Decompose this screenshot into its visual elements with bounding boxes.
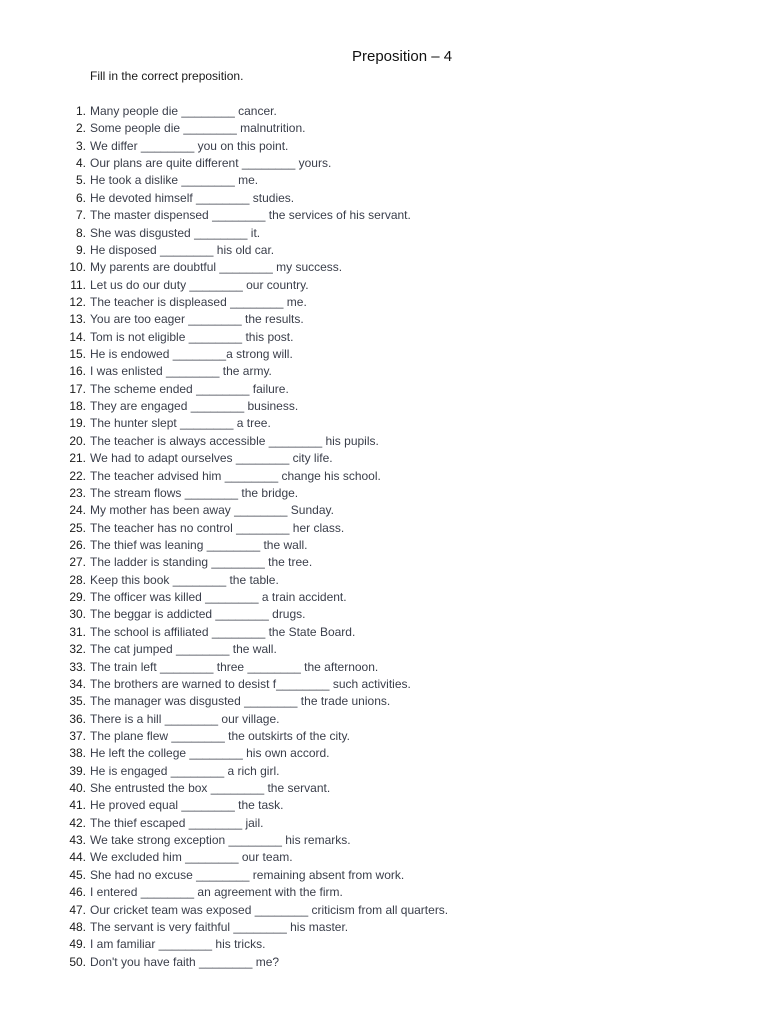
question-item <box>0 849 768 866</box>
question-number: 19. <box>69 416 86 431</box>
question-item <box>0 641 768 658</box>
question-item <box>0 780 768 797</box>
question-number: 46. <box>69 885 86 900</box>
question-sentence: The master dispensed ________ the services of his servant. <box>90 208 411 223</box>
question-item <box>0 468 768 485</box>
question-number: 24. <box>69 503 86 518</box>
question-number: 36. <box>69 711 86 726</box>
question-number: 37. <box>69 728 86 743</box>
question-item <box>0 954 768 971</box>
question-number: 16. <box>69 364 86 379</box>
question-number: 8. <box>75 225 86 240</box>
question-number: 48. <box>69 919 86 934</box>
question-item <box>0 693 768 710</box>
question-item <box>0 120 768 137</box>
question-item <box>0 103 768 120</box>
question-sentence: He proved equal ________ the task. <box>90 798 284 813</box>
question-sentence: I am familiar ________ his tricks. <box>90 937 266 952</box>
question-number: 38. <box>69 746 86 761</box>
question-number: 23. <box>69 485 86 500</box>
question-sentence: Don't you have faith ________ me? <box>90 954 280 969</box>
question-number: 28. <box>69 572 86 587</box>
question-sentence: My parents are doubtful ________ my success. <box>90 260 343 275</box>
question-item <box>0 832 768 849</box>
question-sentence: My mother has been away ________ Sunday. <box>90 503 334 518</box>
question-sentence: The officer was killed ________ a train accident. <box>90 590 347 605</box>
question-item <box>0 398 768 415</box>
question-item <box>0 919 768 936</box>
question-number: 13. <box>69 312 86 327</box>
question-item <box>0 745 768 762</box>
question-sentence: The hunter slept ________ a tree. <box>90 416 271 431</box>
question-number: 5. <box>75 173 86 188</box>
question-item <box>0 728 768 745</box>
question-sentence: The ladder is standing ________ the tree. <box>90 555 313 570</box>
question-number: 3. <box>75 138 86 153</box>
question-number: 27. <box>69 555 86 570</box>
question-sentence: The teacher has no control ________ her class. <box>90 520 345 535</box>
question-number: 26. <box>69 537 86 552</box>
question-sentence: She entrusted the box ________ the servant. <box>90 781 331 796</box>
question-number: 4. <box>75 156 86 171</box>
question-number: 18. <box>69 399 86 414</box>
question-sentence: Let us do our duty ________ our country. <box>90 277 309 292</box>
question-sentence: We take strong exception ________ his remarks. <box>90 833 351 848</box>
question-number: 10. <box>69 260 86 275</box>
question-number: 35. <box>69 694 86 709</box>
question-sentence: Tom is not eligible ________ this post. <box>90 329 294 344</box>
question-number: 34. <box>69 676 86 691</box>
question-item <box>0 311 768 328</box>
question-item <box>0 711 768 728</box>
question-sentence: The manager was disgusted ________ the trade unions. <box>90 694 391 709</box>
question-item <box>0 884 768 901</box>
question-item <box>0 572 768 589</box>
question-item <box>0 902 768 919</box>
question-item <box>0 502 768 519</box>
question-number: 45. <box>69 867 86 882</box>
question-number: 40. <box>69 781 86 796</box>
question-sentence: He took a dislike ________ me. <box>90 173 259 188</box>
question-sentence: They are engaged ________ business. <box>90 399 299 414</box>
question-sentence: I was enlisted ________ the army. <box>90 364 272 379</box>
question-sentence: The scheme ended ________ failure. <box>90 381 289 396</box>
question-item <box>0 207 768 224</box>
question-sentence: I entered ________ an agreement with the firm. <box>90 885 343 900</box>
question-number: 50. <box>69 954 86 969</box>
question-sentence: There is a hill ________ our village. <box>90 711 280 726</box>
question-number: 29. <box>69 590 86 605</box>
question-item <box>0 363 768 380</box>
question-number: 42. <box>69 815 86 830</box>
question-item <box>0 346 768 363</box>
question-sentence: The teacher is displeased ________ me. <box>90 294 307 309</box>
question-number: 6. <box>75 190 86 205</box>
question-number: 32. <box>69 642 86 657</box>
question-item <box>0 242 768 259</box>
question-sentence: Keep this book ________ the table. <box>90 572 279 587</box>
question-item <box>0 433 768 450</box>
question-sentence: The brothers are warned to desist f________ such activities. <box>90 676 411 691</box>
question-item <box>0 329 768 346</box>
question-sentence: Our cricket team was exposed ________ criticism from all quarters. <box>90 902 449 917</box>
question-number: 20. <box>69 433 86 448</box>
question-sentence: You are too eager ________ the results. <box>90 312 304 327</box>
question-sentence: He is engaged ________ a rich girl. <box>90 763 280 778</box>
question-item <box>0 381 768 398</box>
question-item <box>0 589 768 606</box>
question-sentence: He left the college ________ his own accord. <box>90 746 330 761</box>
question-item <box>0 520 768 537</box>
question-number: 11. <box>70 277 86 292</box>
question-sentence: We excluded him ________ our team. <box>90 850 293 865</box>
question-number: 2. <box>75 121 86 136</box>
question-sentence: The beggar is addicted ________ drugs. <box>90 607 306 622</box>
question-item <box>0 450 768 467</box>
question-number: 41. <box>69 798 86 813</box>
question-number: 47. <box>69 902 86 917</box>
question-number: 44. <box>69 850 86 865</box>
question-item <box>0 415 768 432</box>
question-number: 43. <box>69 833 86 848</box>
question-sentence: We had to adapt ourselves ________ city life. <box>90 451 333 466</box>
question-item <box>0 155 768 172</box>
question-number: 1. <box>75 104 86 118</box>
question-number: 17. <box>69 381 86 396</box>
question-sentence: The plane flew ________ the outskirts of the city. <box>90 728 350 743</box>
question-item <box>0 763 768 780</box>
question-sentence: We differ ________ you on this point. <box>90 138 289 153</box>
question-number: 31. <box>69 624 86 639</box>
question-sentence: He disposed ________ his old car. <box>90 242 275 257</box>
question-number: 9. <box>75 242 86 257</box>
question-sentence: Some people die ________ malnutrition. <box>90 121 306 136</box>
question-item <box>0 190 768 207</box>
question-item <box>0 138 768 155</box>
question-sentence: He devoted himself ________ studies. <box>90 190 295 205</box>
question-sentence: The thief escaped ________ jail. <box>90 815 264 830</box>
question-number: 7. <box>75 208 86 223</box>
question-number: 25. <box>69 520 86 535</box>
instruction-text: Fill in the correct preposition. <box>90 69 244 83</box>
question-list <box>0 103 768 971</box>
question-item <box>0 259 768 276</box>
question-sentence: The servant is very faithful ________ his master. <box>90 919 349 934</box>
question-item <box>0 676 768 693</box>
question-sentence: The teacher is always accessible ________ his pupils. <box>90 433 379 448</box>
question-number: 22. <box>69 468 86 483</box>
question-sentence: Many people die ________ cancer. <box>90 104 277 118</box>
question-number: 30. <box>69 607 86 622</box>
question-sentence: The school is affiliated ________ the State Board. <box>90 624 356 639</box>
question-sentence: She had no excuse ________ remaining absent from work. <box>90 867 405 882</box>
question-number: 21. <box>69 451 86 466</box>
question-item <box>0 624 768 641</box>
question-number: 39. <box>69 763 86 778</box>
question-sentence: The stream flows ________ the bridge. <box>90 485 299 500</box>
question-sentence: The thief was leaning ________ the wall. <box>90 537 308 552</box>
question-number: 12. <box>69 294 86 309</box>
question-item <box>0 537 768 554</box>
question-sentence: He is endowed ________a strong will. <box>90 347 293 362</box>
question-item <box>0 225 768 242</box>
question-number: 14. <box>69 329 86 344</box>
question-sentence: The train left ________ three ________ the afternoon. <box>90 659 379 674</box>
question-item <box>0 172 768 189</box>
question-number: 49. <box>69 937 86 952</box>
question-item <box>0 815 768 832</box>
question-sentence: The teacher advised him ________ change his school. <box>90 468 381 483</box>
question-item <box>0 554 768 571</box>
question-number: 33. <box>69 659 86 674</box>
question-item <box>0 867 768 884</box>
question-item <box>0 659 768 676</box>
question-item <box>0 797 768 814</box>
question-item <box>0 485 768 502</box>
question-sentence: She was disgusted ________ it. <box>90 225 261 240</box>
question-item <box>0 294 768 311</box>
question-item <box>0 277 768 294</box>
question-item <box>0 606 768 623</box>
question-sentence: The cat jumped ________ the wall. <box>90 642 277 657</box>
question-sentence: Our plans are quite different ________ yours. <box>90 156 332 171</box>
question-number: 15. <box>69 347 86 362</box>
question-item <box>0 936 768 953</box>
page-title: Preposition – 4 <box>352 48 453 65</box>
